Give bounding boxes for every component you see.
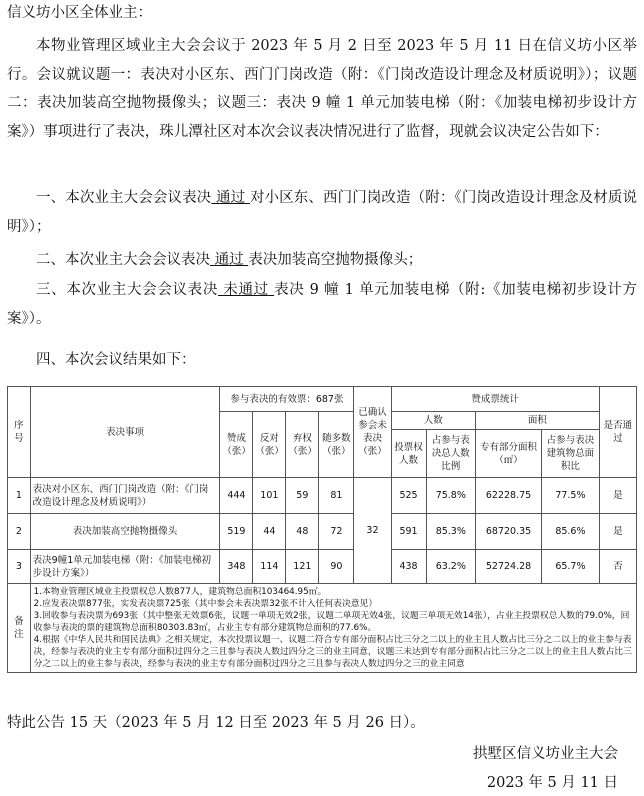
decision-2-result: 通过: [210, 252, 249, 268]
row-seq: 2: [8, 514, 31, 550]
row-vote-people: 591: [391, 514, 426, 550]
row-vote-people: 438: [391, 550, 426, 584]
decision-1: [7, 184, 637, 241]
decision-2: [36, 250, 422, 270]
note-4: 4.根据《中华人民共和国民法典》之相关规定，本次投票议题一、议题二符合专有部分面积占比三分之二以上的业主且人数占比三分之二以上的业主参与表决，经参与表决的业主专有部分面积过四分之三且参与表决人数过四分之三的业主同意，议题三未达到专有部分面积占比三分之二以上的业主且人数占比三分之二以上的业主参与表决，经参与表决的业主专有部分面积过四分之三且参与表决人数过四分之三的业主同意: [33, 635, 632, 669]
table-row: [8, 478, 637, 514]
decision-2-prefix: 二、本次业主大会会议表决: [36, 252, 210, 268]
header-item: 表决事项: [30, 387, 220, 478]
row-people-ratio: 85.3%: [426, 514, 475, 550]
row-oppose: 114: [253, 550, 286, 584]
row-majority: 90: [319, 550, 354, 584]
header-approve: 赞成（张）: [220, 412, 253, 478]
header-seq: 序号: [8, 387, 31, 478]
row-seq: 1: [8, 478, 31, 514]
header-abstain: 弃权（张）: [286, 412, 319, 478]
decision-3: [7, 276, 637, 333]
decision-1-prefix: 一、本次业主大会会议表决: [36, 190, 212, 206]
row-area: 68720.35: [476, 514, 542, 550]
row-vote-people: 525: [391, 478, 426, 514]
header-people-ratio: 占参与表决总人数比例: [426, 430, 475, 478]
row-approve: 348: [220, 550, 253, 584]
header-area: 面积: [476, 412, 600, 430]
row-oppose: 101: [253, 478, 286, 514]
greeting: 信义坊小区全体业主：: [7, 5, 152, 21]
row-item: 表决对小区东、西门门岗改造（附：《门岗改造设计理念及材质说明》）: [30, 478, 220, 514]
row-item: 表决加装高空抛物摄像头: [30, 514, 220, 550]
row-abstain: 59: [286, 478, 319, 514]
row-area-ratio: 77.5%: [542, 478, 600, 514]
note-1: 1.本物业管理区域业主投票权总人数877人，建筑物总面积103464.95㎡。: [33, 587, 327, 597]
row-passed: 否: [599, 550, 636, 584]
header-oppose: 反对（张）: [253, 412, 286, 478]
row-area: 62228.75: [476, 478, 542, 514]
intro-paragraph: 本物业管理区域业主大会会议于 2023 年 5 月 2 日至 2023 年 5 月 11 日在信义坊小区举行。会议就议题一：表决对小区东、西门门岗改造（附：《门岗改造设计理念及材质说明》）；议题二：表决加装高空抛物摄像头；议题三：表决 9 幢 1 单元加装电梯（附：《加装电梯初步设计方案》）事项进行了表决，珠儿潭社区对本次会议表决情况进行了监督，现就会议决定公告如下：: [7, 38, 637, 140]
row-oppose: 44: [253, 514, 286, 550]
header-confirmed: 已确认参会未表决（张）: [354, 387, 391, 478]
confirmed-count: 32: [354, 478, 391, 584]
header-vote-people: 投票权人数: [391, 430, 426, 478]
row-passed: 是: [599, 514, 636, 550]
table-row: [8, 514, 637, 550]
row-seq: 3: [8, 550, 31, 584]
row-people-ratio: 75.8%: [426, 478, 475, 514]
decision-1-result: 通过: [211, 190, 250, 206]
header-valid-votes: 参与表决的有效票：687张: [220, 387, 354, 412]
row-area-ratio: 85.6%: [542, 514, 600, 550]
header-people: 人数: [391, 412, 476, 430]
note-3: 3.回收参与表决票为693张（其中整张无效票6张，议题一单项无效2张，议题二单项无效4张，议题三单项无效14张），占业主投票权总人数的79.0%，回收参与表决的票的建筑物总面积80303.83㎡，占业主专有部分建筑物总面积的77.6%。: [33, 611, 630, 633]
notes-row: [8, 584, 637, 673]
results-heading: 四、本次会议结果如下：: [36, 352, 196, 368]
notes-cell: [30, 584, 636, 673]
note-2: 2.应发表决票877张，实发表决票725张（其中参会未表决票32张不计入任何表决意见）: [33, 599, 378, 609]
row-abstain: 121: [286, 550, 319, 584]
header-passed: 是否通过: [599, 387, 636, 478]
notes-label: 备注: [8, 584, 31, 673]
header-area-sum: 专有部分面积（㎡）: [476, 430, 542, 478]
row-majority: 72: [319, 514, 354, 550]
row-majority: 81: [319, 478, 354, 514]
vote-results-table: [7, 386, 637, 673]
header-approve-stats: 赞成票统计: [391, 387, 599, 412]
decision-3-text: 表决 9 幢 1 单元加装电梯（附:《加装电梯初步设计方案》）。: [7, 282, 637, 327]
announcement-date: 2023 年 5 月 11 日: [486, 775, 618, 791]
header-area-ratio: 占参与表决建筑物总面积比: [542, 430, 600, 478]
header-majority: 随多数（张）: [319, 412, 354, 478]
row-passed: 是: [599, 478, 636, 514]
table-row: [8, 550, 637, 584]
row-item: 表决9幢1单元加装电梯（附：《加装电梯初步设计方案》）: [30, 550, 220, 584]
closing-line: 特此公告 15 天（2023 年 5 月 12 日至 2023 年 5 月 26 日）。: [7, 715, 425, 731]
decision-2-text: 表决加装高空抛物摄像头；: [248, 252, 423, 268]
decision-1-text: 对小区东、西门门岗改造（附：《门岗改造设计理念及材质说明》）；: [7, 190, 638, 235]
row-abstain: 48: [286, 514, 319, 550]
decision-3-prefix: 三、本次业主大会会议表决: [36, 282, 218, 298]
decision-3-result: 未通过: [218, 282, 275, 298]
row-area-ratio: 65.7%: [542, 550, 600, 584]
signature: 拱墅区信义坊业主大会: [473, 746, 618, 762]
row-people-ratio: 63.2%: [426, 550, 475, 584]
row-area: 52724.28: [476, 550, 542, 584]
row-approve: 519: [220, 514, 253, 550]
row-approve: 444: [220, 478, 253, 514]
